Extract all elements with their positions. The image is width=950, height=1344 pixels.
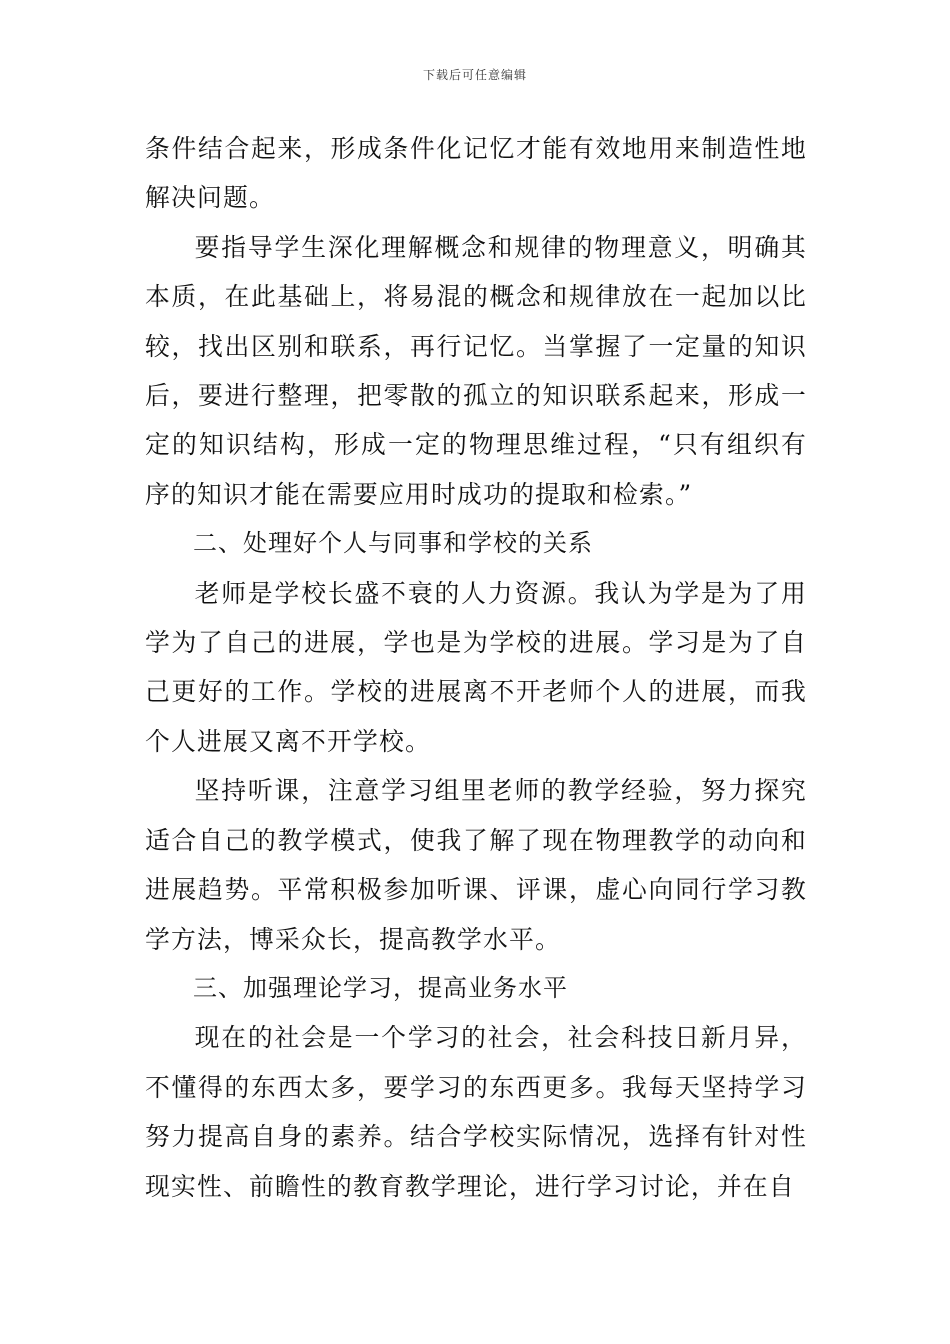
header-note: 下载后可任意编辑	[422, 68, 527, 82]
paragraph-learning-society: 现在的社会是一个学习的社会，社会科技日新月异，不懂得的东西太多，要学习的东西更多。我每天坚持学习努力提高自身的素养。结合学校实际情况，选择有针对性现实性、前瞻性的教育教学理论，进行学习讨论，并在自	[145, 1023, 807, 1201]
paragraph-continuation: 条件结合起来，形成条件化记忆才能有效地用来制造性地解决问题。	[145, 134, 807, 213]
paragraph-teacher-resource: 老师是学校长盛不衰的人力资源。我认为学是为了用学为了自己的进展，学也是为学校的进展。学习是为了自己更好的工作。学校的进展离不开老师个人的进展，而我个人进展又离不开学校。	[145, 578, 807, 756]
section-heading-3: 三、加强理论学习，提高业务水平	[193, 973, 568, 1002]
paragraph-concept-guidance: 要指导学生深化理解概念和规律的物理意义，明确其本质，在此基础上，将易混的概念和规律放在一起加以比较，找出区别和联系，再行记忆。当掌握了一定量的知识后，要进行整理，把零散的孤立的知识联系起来，形成一定的知识结构，形成一定的物理思维过程，“只有组织有序的知识才能在需要应用时成功的提取和检索。”	[145, 232, 807, 509]
document-body	[145, 124, 807, 1211]
paragraph-lesson-observation: 坚持听课，注意学习组里老师的教学经验，努力探究适合自己的教学模式，使我了解了现在物理教学的动向和进展趋势。平常积极参加听课、评课，虚心向同行学习教学方法，博采众长，提高教学水平。	[145, 776, 807, 954]
section-heading-2: 二、处理好个人与同事和学校的关系	[193, 529, 593, 558]
